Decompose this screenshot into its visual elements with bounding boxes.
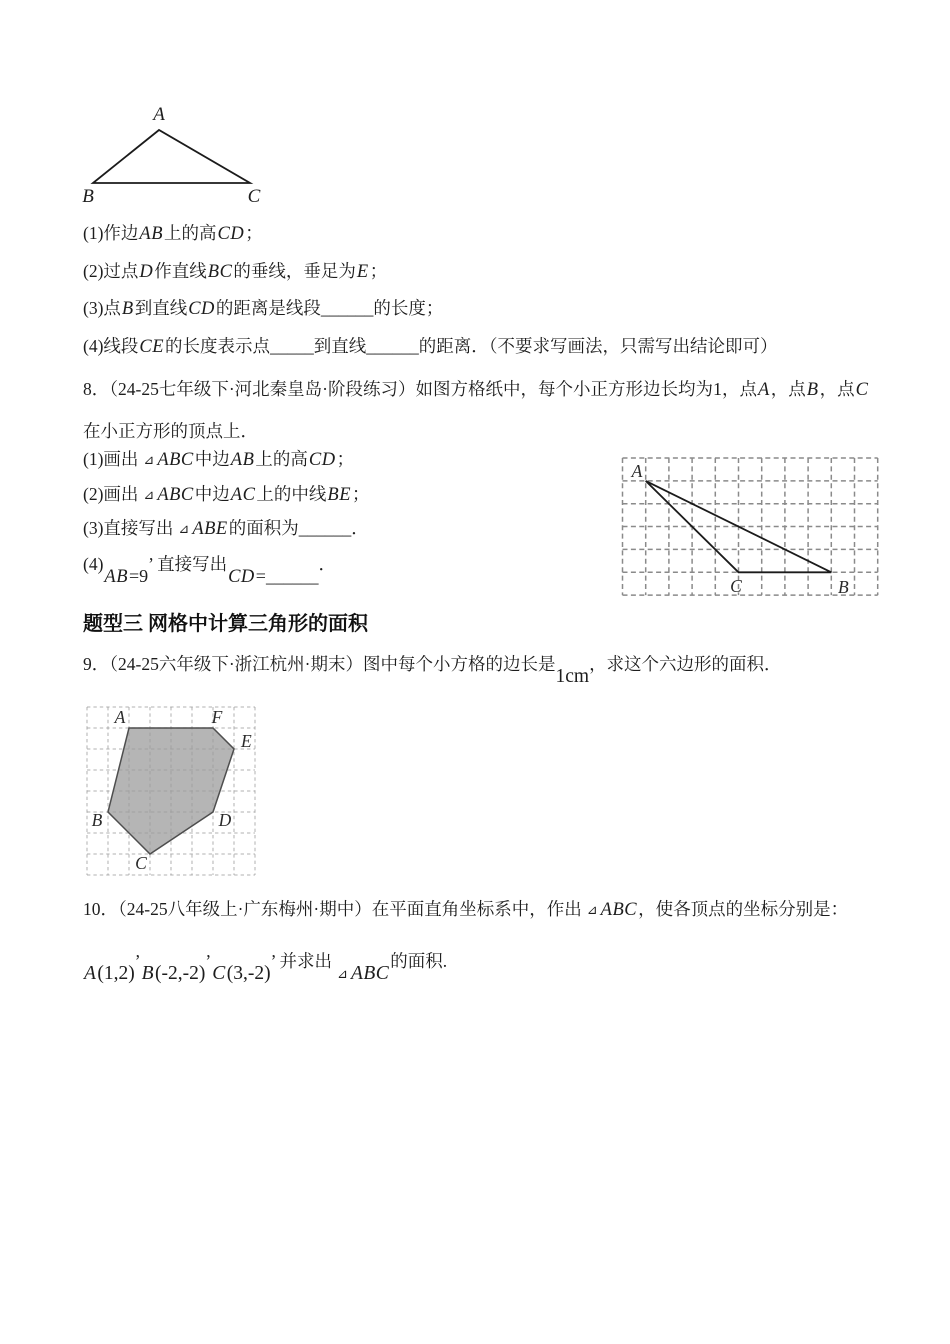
text-run: 的面积为 xyxy=(228,518,299,538)
text-run: 上的中线 xyxy=(256,484,327,504)
text-run: ABE xyxy=(192,519,228,539)
q8-intro-line-1 xyxy=(83,376,869,403)
q7-item-4 xyxy=(83,333,778,360)
triangle-outline xyxy=(93,130,250,183)
text-run: ； xyxy=(369,261,388,281)
vertex-label-c: C xyxy=(247,186,261,207)
text-run: 的垂线，垂足为 xyxy=(233,261,356,281)
text-run: ，点 xyxy=(721,379,757,399)
vertex-label-a: A xyxy=(631,461,643,481)
q10-intro-line-2 xyxy=(83,948,448,984)
text-run: (4)线段 xyxy=(83,336,139,356)
vertex-label-c: C xyxy=(730,576,742,596)
text-run: ’ xyxy=(205,951,212,971)
q10-intro-line-1 xyxy=(83,896,848,923)
text-run: (3)直接写出 xyxy=(83,518,174,538)
text-run: ． xyxy=(318,554,336,574)
text-run: ______ xyxy=(265,566,319,586)
vertex-label-b: B xyxy=(82,186,94,207)
text-run: 的长度表示点 xyxy=(165,336,271,356)
text-run: ABC xyxy=(157,485,194,505)
text-run: 上的高 xyxy=(164,223,217,243)
text-run: CD xyxy=(228,567,255,587)
text-run: ______ xyxy=(298,518,352,538)
text-run: ______ xyxy=(366,336,419,356)
text-run: ，使各顶点的坐标分别是： xyxy=(638,899,849,919)
text-run: _____ xyxy=(270,336,314,356)
text-run: ’ xyxy=(148,554,154,574)
text-run: AC xyxy=(230,485,256,505)
text-run: ，点 xyxy=(770,379,806,399)
text-run: 1 xyxy=(712,379,722,399)
text-run: CD xyxy=(308,450,336,470)
q9-intro xyxy=(83,651,782,687)
text-run: ⊿ xyxy=(143,487,155,502)
text-run: ABC xyxy=(350,963,390,984)
text-run: (1)作边 xyxy=(83,223,139,243)
text-run: ’ xyxy=(270,951,276,971)
vertex-label-b: B xyxy=(838,577,849,597)
text-run: (2)过点 xyxy=(83,261,139,281)
text-run: 的面积. xyxy=(390,951,448,971)
text-run: = xyxy=(255,566,266,586)
text-run: 直接写出 xyxy=(153,554,228,574)
text-run: ，点 xyxy=(819,379,855,399)
text-run: ； xyxy=(352,484,370,504)
text-run: ⊿ xyxy=(337,966,348,981)
text-run: BC xyxy=(207,262,233,282)
vertex-label-d: D xyxy=(218,810,232,830)
text-run: (4) xyxy=(83,554,104,574)
text-run: 在小正方形的顶点上． xyxy=(83,421,258,441)
text-run: CD xyxy=(217,224,245,244)
text-run: 的长度； xyxy=(373,298,444,318)
text-run: ； xyxy=(245,223,263,243)
q8-item-2 xyxy=(83,481,370,508)
vertex-label-b: B xyxy=(91,810,103,830)
text-run: ，求这个六边形的面积． xyxy=(589,654,782,674)
text-run: 中边 xyxy=(194,449,230,469)
text-run: E xyxy=(356,262,369,282)
text-run: 并求出 xyxy=(275,951,333,971)
text-run: (2)画出 xyxy=(83,484,139,504)
text-run: (3)点 xyxy=(83,298,121,318)
text-run: C xyxy=(855,380,869,400)
text-run: BE xyxy=(327,485,352,505)
text-run: 作直线 xyxy=(154,261,207,281)
text-run: 9．（24-25六年级下·浙江杭州·期末）图中每个小方格的边长是 xyxy=(83,654,556,674)
text-run: ______ xyxy=(320,298,374,318)
q7-item-1 xyxy=(83,220,263,247)
text-run: AB xyxy=(230,450,255,470)
hexagon-grid-figure xyxy=(84,699,262,884)
q8-item-3 xyxy=(83,515,369,542)
text-run: 1cm xyxy=(555,666,590,687)
text-run: 8．（24-25七年级下·河北秦皇岛·阶段练习）如图方格纸中，每个小正方形边长均为 xyxy=(83,379,713,399)
text-run: 到直线 xyxy=(134,298,188,318)
vertex-label-c: C xyxy=(135,853,147,873)
text-run: =9 xyxy=(129,566,149,586)
text-run: ． xyxy=(351,518,369,538)
text-run: 10．（24-25八年级上·广东梅州·期中）在平面直角坐标系中，作出 xyxy=(83,899,582,919)
text-run: CD xyxy=(188,299,215,319)
q8-intro-line-2 xyxy=(83,418,258,444)
vertex-label-f: F xyxy=(211,707,223,727)
section-header: 题型三 网格中计算三角形的面积 xyxy=(83,613,368,635)
text-run: B xyxy=(141,963,155,984)
vertex-label-e: E xyxy=(241,731,252,751)
text-run: ⊿ xyxy=(143,452,155,467)
q8-item-1 xyxy=(83,446,354,473)
text-run: 的距离．（不要求写画法，只需写出结论即可） xyxy=(418,336,778,356)
text-run: D xyxy=(139,262,154,282)
text-run: ABC xyxy=(600,900,638,920)
text-run: A xyxy=(84,963,97,984)
q7-item-2 xyxy=(83,258,387,285)
text-run: ⊿ xyxy=(586,902,598,917)
vertex-label-a: A xyxy=(153,104,165,125)
text-run: ⊿ xyxy=(178,521,190,536)
q8-item-4 xyxy=(83,551,336,587)
text-run: ABC xyxy=(157,450,194,470)
text-run: ； xyxy=(336,449,355,469)
text-run: B xyxy=(121,299,134,319)
text-run: AB xyxy=(139,224,164,244)
text-run: C xyxy=(212,963,226,984)
triangle-figure xyxy=(75,103,337,216)
text-run: A xyxy=(757,380,770,400)
text-run: CE xyxy=(139,337,165,357)
grid-triangle-svg xyxy=(620,454,882,600)
triangle-figure-svg xyxy=(75,103,337,211)
vertex-label-a: A xyxy=(114,707,126,727)
q7-item-3 xyxy=(83,295,443,322)
text-run: 到直线 xyxy=(313,336,367,356)
text-run: AB xyxy=(104,567,129,587)
text-run: 上的高 xyxy=(255,449,308,469)
text-run: 的距离是线段 xyxy=(215,298,321,318)
grid-lines xyxy=(623,458,878,595)
text-run: (1)画出 xyxy=(83,449,139,469)
text-run: B xyxy=(806,380,819,400)
text-run: (-2,-2) xyxy=(155,963,206,984)
hexagon-grid-svg xyxy=(84,699,262,879)
text-run: (1,2) xyxy=(97,963,135,984)
text-run: ’ xyxy=(134,951,141,971)
text-run: (3,-2) xyxy=(226,963,271,984)
text-run: 中边 xyxy=(194,484,230,504)
grid-triangle-figure xyxy=(620,454,882,605)
